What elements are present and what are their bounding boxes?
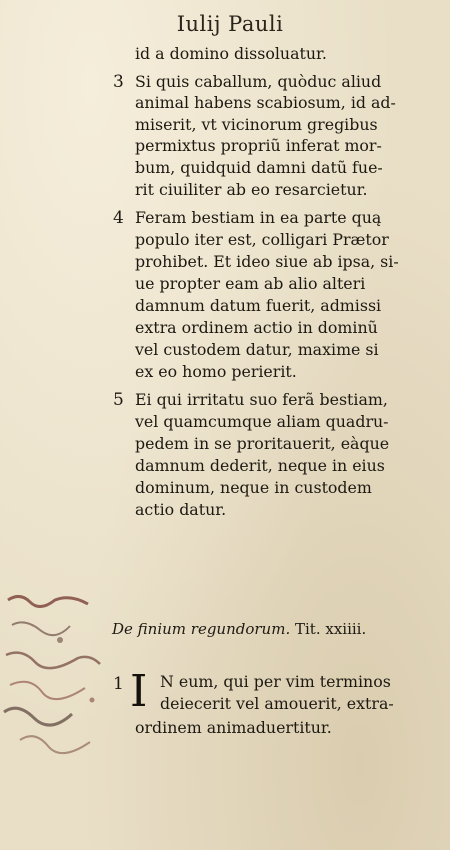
section-title-italic: De finium regundorum. bbox=[112, 620, 291, 638]
ink-stain-marks bbox=[0, 580, 115, 780]
text-line: extra ordinem actio in dominũ bbox=[135, 318, 378, 337]
text-line: Ei qui irritatu suo ferã bestiam, bbox=[135, 390, 388, 409]
text-line: id a domino dissoluatur. bbox=[135, 44, 327, 63]
text-line: populo iter est, colligari Prætor bbox=[135, 230, 389, 249]
text-line: Feram bestiam in ea parte quą bbox=[135, 208, 382, 227]
paragraph-number-3: 3 bbox=[113, 72, 124, 92]
text-line: prohibet. Et ideo siue ab ipsa, si- bbox=[135, 252, 399, 271]
text-line: Si quis caballum, quòduc aliud bbox=[135, 72, 382, 91]
text-line: rit ciuiliter ab eo resarcietur. bbox=[135, 180, 368, 199]
text-line: deiecerit vel amouerit, extra- bbox=[160, 694, 394, 713]
running-header: Iulij Pauli bbox=[176, 12, 284, 36]
paragraph-number-1: 1 bbox=[113, 674, 124, 694]
drop-capital: I bbox=[130, 666, 148, 717]
text-line: damnum dederit, neque in eius bbox=[135, 456, 385, 475]
text-line: vel quamcumque aliam quadru- bbox=[135, 412, 389, 431]
text-line: damnum datum fuerit, admissi bbox=[135, 296, 382, 315]
text-line: actio datur. bbox=[135, 500, 227, 519]
text-line: pedem in se proritauerit, eàque bbox=[135, 434, 390, 453]
text-line: N eum, qui per vim terminos bbox=[160, 672, 391, 691]
section-title bbox=[112, 619, 366, 639]
text-line: dominum, neque in custodem bbox=[135, 478, 372, 497]
text-line: miserit, vt vicinorum gregibus bbox=[135, 115, 378, 134]
text-line: ex eo homo perierit. bbox=[135, 362, 297, 381]
text-line: bum, quidquid damni datũ fue- bbox=[135, 158, 383, 177]
text-line: permixtus propriũ inferat mor- bbox=[135, 136, 382, 155]
text-line: animal habens scabiosum, id ad- bbox=[135, 93, 396, 112]
text-line: ue propter eam ab alio alteri bbox=[135, 274, 366, 293]
text-line: vel custodem datur, maxime si bbox=[135, 340, 379, 359]
text-line: ordinem animaduertitur. bbox=[135, 718, 332, 737]
paragraph-number-4: 4 bbox=[113, 208, 124, 228]
section-title-number: Tit. xxiiii. bbox=[295, 620, 367, 638]
paragraph-number-5: 5 bbox=[113, 390, 124, 410]
